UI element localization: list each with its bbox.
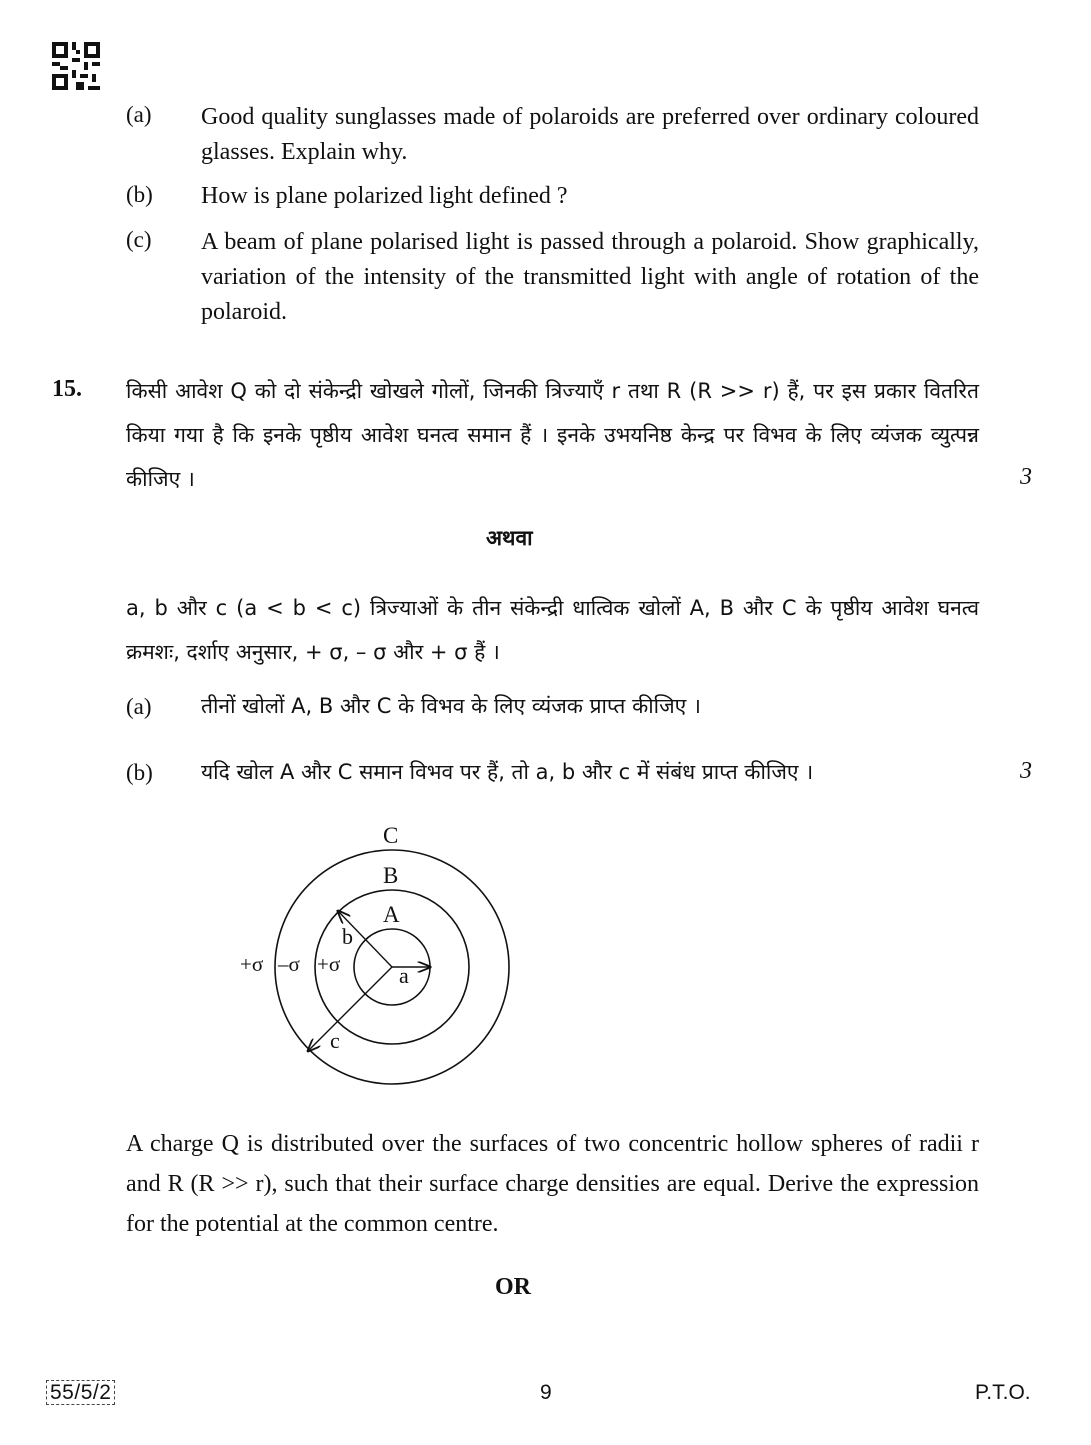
concentric-shells-diagram	[230, 815, 550, 1095]
or-english: OR	[495, 1274, 531, 1300]
label-a: a	[399, 963, 409, 988]
or-hindi: अथवा	[486, 526, 533, 550]
alt-part-b-text: यदि खोल A और C समान विभव पर हैं, तो a, b और c में संबंध प्राप्त कीजिए ।	[201, 760, 814, 784]
part-c-label: (c)	[126, 227, 152, 252]
q15-marks: 3	[1020, 464, 1032, 490]
qr-code-icon	[52, 42, 100, 90]
pto-label: P.T.O.	[975, 1381, 1031, 1404]
sigma-mid-label: –σ	[278, 952, 300, 976]
label-C: C	[383, 823, 399, 848]
page-number: 9	[540, 1381, 552, 1404]
alt-hindi-text: a, b और c (a < b < c) त्रिज्याओं के तीन संकेन्द्री धात्विक खोलों A, B और C के पृष्ठीय आवेश घनत्व क्रमशः, दर्शाए अनुसार, + σ, – σ और + σ हैं ।	[126, 596, 979, 664]
alt-part-a-text: तीनों खोलों A, B और C के विभव के लिए व्यंजक प्राप्त कीजिए ।	[201, 694, 701, 718]
label-B: B	[383, 863, 399, 888]
alt-part-b-label: (b)	[126, 760, 153, 785]
q15-hindi-text: किसी आवेश Q को दो संकेन्द्री खोखले गोलों, जिनकी त्रिज्याएँ r तथा R (R >> r) हैं, पर इस प्रकार वितरित किया गया है कि इनके पृष्ठीय आवेश घनत्व समान हैं । इनके उभयनिष्ठ केन्द्र पर विभव के लिए व्यंजक व्युत्पन्न कीजिए ।	[126, 379, 979, 491]
label-c: c	[330, 1028, 340, 1053]
paper-code-box	[46, 1381, 115, 1405]
paper-code: 55/5/2	[46, 1380, 115, 1405]
alt-part-b-marks: 3	[1020, 758, 1032, 784]
radius-c-arrow	[308, 967, 392, 1051]
part-a-label: (a)	[126, 102, 152, 127]
part-b-text: How is plane polarized light defined ?	[201, 183, 568, 209]
sigma-outer-label: +σ	[240, 952, 264, 976]
q15-english-text: A charge Q is distributed over the surfaces of two concentric hollow spheres of radii r and R (R >> r), such that their surface charge densities are equal. Derive the expression for the potential at the common centre.	[126, 1131, 979, 1237]
label-b: b	[342, 924, 353, 949]
part-c-text: A beam of plane polarised light is passed through a polaroid. Show graphically, variation of the intensity of the transmitted light with angle of rotation of the polaroid.	[201, 229, 979, 325]
part-b-label: (b)	[126, 182, 153, 207]
label-A: A	[383, 902, 400, 927]
alt-part-a-label: (a)	[126, 694, 152, 719]
question-number: 15.	[52, 376, 82, 402]
part-a-text: Good quality sunglasses made of polaroids are preferred over ordinary coloured glasses. Explain why.	[201, 104, 979, 165]
sigma-inner-label: +σ	[317, 952, 341, 976]
